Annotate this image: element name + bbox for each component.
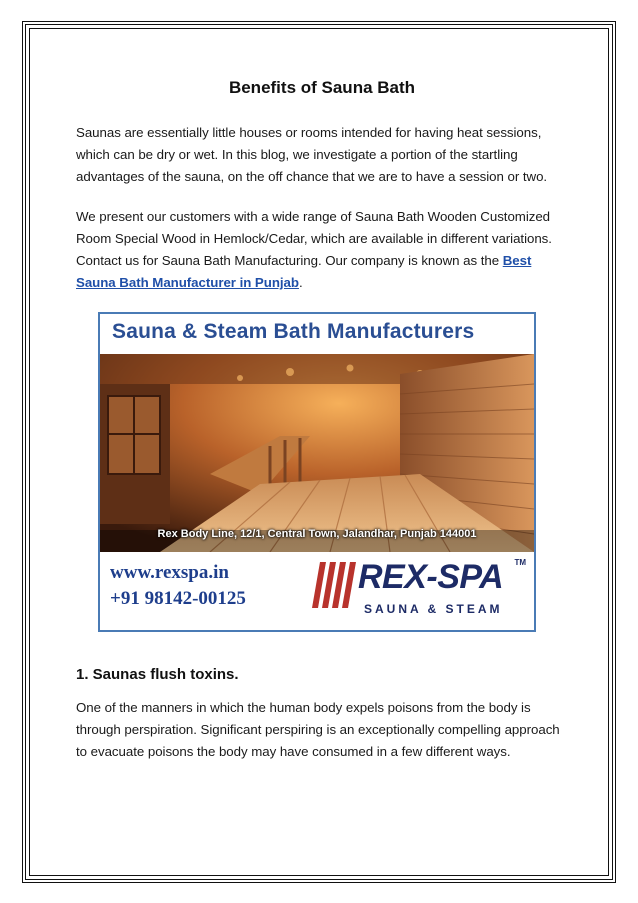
rex-spa-logo: [312, 558, 530, 624]
intro-paragraph: Saunas are essentially little houses or rooms intended for having heat sessions, which can be dry or wet. In this blog, we investigate a portion of the startling advantages of the sauna, on the off chance that we are to have a session or two.: [76, 125, 548, 184]
banner-header: [100, 314, 534, 356]
document-content: [76, 78, 568, 781]
banner-address: Rex Body Line, 12/1, Central Town, Jalandhar, Punjab 144001: [157, 528, 477, 540]
logo-trademark: TM: [514, 558, 526, 567]
logo-name: REX-SPA: [358, 558, 504, 596]
company-paragraph-end: .: [298, 275, 303, 290]
best-sauna-manufacturer-link[interactable]: Best Sauna Bath Manufacturer in Punjab: [76, 253, 532, 290]
logo-stripes-icon: [312, 562, 356, 608]
logo-tagline: SAUNA & STEAM: [364, 602, 503, 616]
sauna-banner-image: [98, 312, 536, 632]
section-1-paragraph: One of the manners in which the human body expels poisons from the body is through perspiration. Significant perspiring is an exceptionally compelling approach to evacuate poisons the body may have consumed in a few different ways.: [76, 700, 560, 759]
banner-phone: +91 98142-00125: [110, 588, 246, 609]
section-1-heading: 1. Saunas flush toxins.: [76, 666, 239, 683]
company-paragraph: [76, 206, 568, 294]
banner-footer: [100, 552, 534, 632]
sauna-room-photo: [100, 354, 534, 552]
document-title: Benefits of Sauna Bath: [228, 78, 416, 97]
banner-headline: Sauna & Steam Bath Manufacturers: [112, 320, 475, 343]
company-paragraph-text: We present our customers with a wide range of Sauna Bath Wooden Customized Room Special Wood in Hemlock/Cedar, which are available in different variations. Contact us for Sauna Bath Manufacturing. Our company is known as the: [76, 209, 552, 268]
banner-website: www.rexspa.in: [110, 562, 229, 583]
